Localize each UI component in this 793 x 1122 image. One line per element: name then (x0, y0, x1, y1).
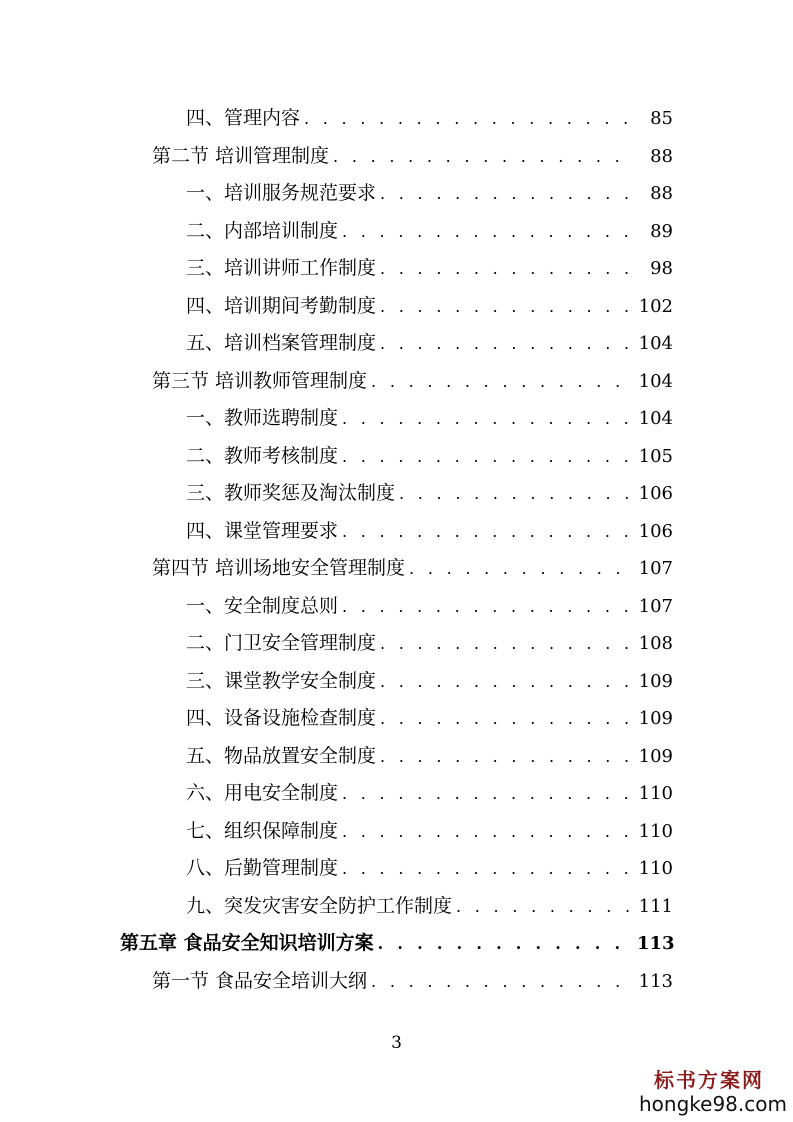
toc-sub-entry[interactable] (0, 625, 673, 663)
toc-sub-entry[interactable] (0, 325, 673, 363)
watermark-url: hongke98.com (639, 1092, 787, 1116)
toc-dot-leader (342, 775, 631, 813)
toc-entry-page: 109 (638, 670, 673, 692)
toc-sub-entry[interactable] (0, 663, 673, 701)
toc-entry-title: 三、课堂教学安全制度 (186, 669, 377, 692)
toc-entry-page: 107 (638, 595, 673, 617)
toc-entry-page: 107 (638, 558, 673, 579)
page-number: 3 (391, 1033, 402, 1053)
toc-entry-page: 110 (638, 783, 673, 804)
toc-entry-title: 四、设备设施检查制度 (186, 707, 377, 729)
toc-entry-title: 四、课堂管理要求 (186, 519, 339, 542)
toc-sub-entry[interactable] (0, 213, 673, 251)
toc-sub-entry[interactable] (0, 438, 673, 476)
toc-dot-leader (342, 850, 631, 888)
toc-sub-entry[interactable] (0, 400, 673, 438)
toc-entry-page: 104 (638, 408, 673, 429)
toc-dot-leader (342, 213, 631, 251)
toc-chapter-entry[interactable] (0, 925, 673, 963)
toc-entry-page: 109 (638, 708, 673, 729)
toc-entry-title: 八、后勤管理制度 (186, 857, 339, 879)
toc-entry-page: 88 (650, 145, 673, 167)
toc-dot-leader (371, 963, 631, 1001)
toc-dot-leader (342, 438, 631, 476)
toc-entry-title: 第三节 培训教师管理制度 (152, 369, 368, 392)
toc-dot-leader (342, 588, 631, 626)
toc-sub-entry[interactable] (0, 738, 673, 776)
toc-section-entry[interactable] (0, 550, 673, 588)
toc-dot-leader (456, 888, 631, 926)
toc-dot-leader (380, 663, 631, 701)
toc-sub-entry[interactable] (0, 250, 673, 288)
toc-entry-title: 三、教师奖惩及淘汰制度 (186, 482, 396, 504)
toc-entry-page: 109 (638, 745, 673, 767)
toc-entry-page: 111 (638, 895, 673, 917)
toc-dot-leader (378, 925, 631, 963)
toc-dot-leader (380, 700, 631, 738)
toc-entry-page: 108 (638, 633, 673, 654)
toc-entry-title: 六、用电安全制度 (186, 782, 339, 804)
toc-dot-leader (342, 513, 631, 551)
toc-entry-page: 106 (638, 483, 673, 504)
toc-sub-entry[interactable] (0, 175, 673, 213)
toc-sub-entry[interactable] (0, 775, 673, 813)
toc-entry-page: 106 (638, 520, 673, 542)
toc-entry-page: 88 (650, 183, 673, 204)
toc-dot-leader (342, 400, 631, 438)
toc-entry-page: 113 (638, 970, 673, 992)
toc-entry-page: 110 (638, 858, 673, 879)
toc-section-entry[interactable] (0, 138, 673, 176)
toc-dot-leader (380, 175, 631, 213)
watermark-title: 标书方案网 (654, 1068, 764, 1092)
toc-entry-title: 二、内部培训制度 (186, 219, 339, 242)
toc-entry-page: 85 (650, 108, 673, 129)
toc-dot-leader (380, 288, 631, 326)
toc-entry-page: 104 (638, 333, 673, 354)
toc-dot-leader (333, 138, 631, 176)
toc-dot-leader (380, 625, 631, 663)
table-of-contents (0, 100, 793, 1000)
toc-entry-title: 九、突发灾害安全防护工作制度 (186, 894, 453, 917)
toc-entry-page: 105 (638, 445, 673, 467)
toc-entry-title: 七、组织保障制度 (186, 819, 339, 842)
toc-dot-leader (380, 738, 631, 776)
toc-dot-leader (342, 813, 631, 851)
toc-entry-page: 113 (637, 933, 675, 954)
toc-entry-page: 110 (638, 820, 673, 842)
toc-entry-title: 三、培训讲师工作制度 (186, 257, 377, 279)
toc-sub-entry[interactable] (0, 850, 673, 888)
site-watermark (639, 1068, 787, 1116)
toc-sub-entry[interactable] (0, 588, 673, 626)
toc-entry-title: 第五章 食品安全知识培训方案 (120, 932, 374, 954)
toc-sub-entry[interactable] (0, 813, 673, 851)
toc-entry-title: 一、教师选聘制度 (186, 407, 339, 429)
toc-entry-title: 五、培训档案管理制度 (186, 332, 377, 354)
toc-entry-page: 104 (638, 370, 673, 392)
toc-entry-title: 五、物品放置安全制度 (186, 744, 377, 767)
toc-section-entry[interactable] (0, 363, 673, 401)
toc-sub-entry[interactable] (0, 288, 673, 326)
toc-entry-title: 二、门卫安全管理制度 (186, 632, 377, 654)
toc-entry-title: 一、安全制度总则 (186, 594, 339, 617)
toc-entry-page: 98 (650, 258, 673, 279)
toc-dot-leader (380, 250, 631, 288)
toc-dot-leader (380, 325, 631, 363)
toc-entry-title: 第四节 培训场地安全管理制度 (152, 557, 406, 579)
toc-section-entry[interactable] (0, 963, 673, 1001)
toc-sub-entry[interactable] (0, 888, 673, 926)
toc-sub-entry[interactable] (0, 513, 673, 551)
toc-entry-title: 四、培训期间考勤制度 (186, 294, 377, 317)
toc-dot-leader (371, 363, 631, 401)
toc-dot-leader (399, 475, 631, 513)
toc-entry-page: 102 (638, 295, 673, 317)
toc-entry-title: 一、培训服务规范要求 (186, 182, 377, 204)
toc-entry-title: 第二节 培训管理制度 (152, 144, 330, 167)
toc-entry-page: 89 (650, 220, 673, 242)
toc-sub-entry[interactable] (0, 475, 673, 513)
toc-sub-entry[interactable] (0, 100, 673, 138)
toc-dot-leader (409, 550, 631, 588)
toc-sub-entry[interactable] (0, 700, 673, 738)
toc-entry-title: 二、教师考核制度 (186, 444, 339, 467)
toc-dot-leader (304, 100, 631, 138)
toc-entry-title: 四、管理内容 (186, 107, 301, 129)
toc-entry-title: 第一节 食品安全培训大纲 (152, 969, 368, 992)
